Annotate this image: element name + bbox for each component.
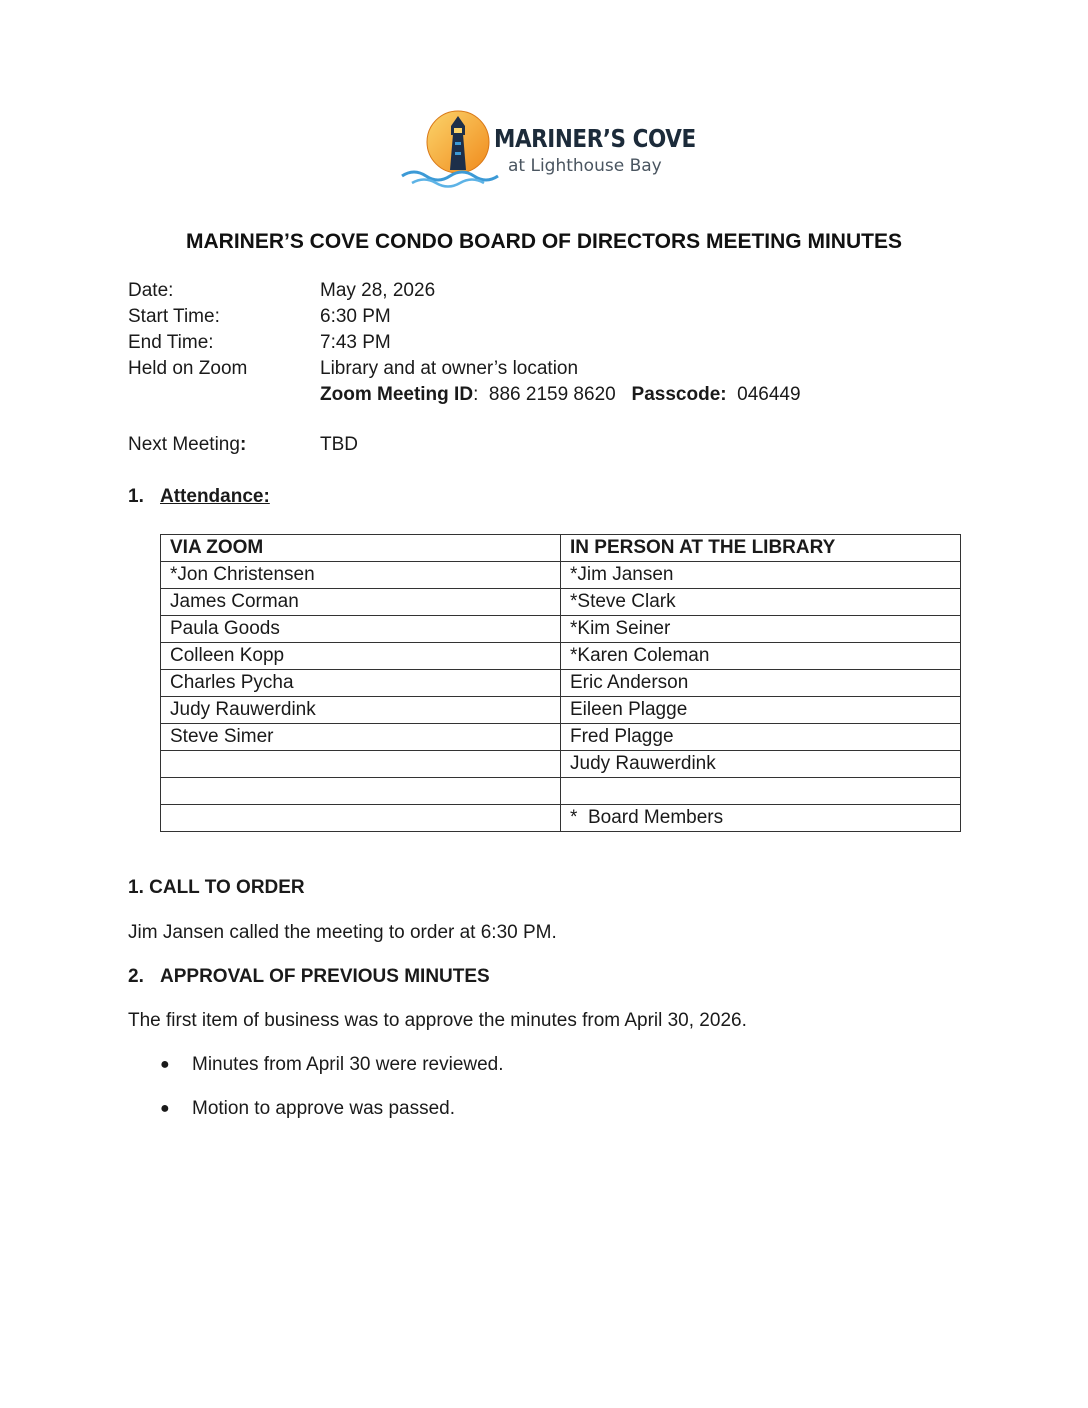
attendance-heading (128, 486, 270, 508)
table-cell: Eric Anderson (561, 670, 961, 697)
lighthouse-icon (400, 104, 500, 188)
bullet-icon: ● (160, 1100, 170, 1117)
table-cell (561, 778, 961, 805)
location-row (128, 356, 801, 382)
table-cell: *Jon Christensen (161, 562, 561, 589)
column-header-in-person: IN PERSON AT THE LIBRARY (561, 535, 961, 562)
approval-number: 2. (128, 966, 144, 987)
table-row (161, 778, 961, 805)
table-cell: *Kim Seiner (561, 616, 961, 643)
start-time-value: 6:30 PM (320, 306, 391, 327)
table-cell: Fred Plagge (561, 724, 961, 751)
table-row (161, 643, 961, 670)
passcode-label: Passcode: (631, 384, 727, 405)
approval-heading (128, 966, 490, 988)
table-cell: Steve Simer (161, 724, 561, 751)
date-label: Date: (128, 280, 174, 301)
zoom-id-value: 886 2159 8620 (488, 384, 616, 405)
zoom-details: Zoom Meeting ID: 886 2159 8620 Passcode: 046449 (320, 384, 801, 405)
table-row (161, 589, 961, 616)
board-members-note: * Board Members (561, 805, 961, 832)
list-item-text: Motion to approve was passed. (192, 1098, 455, 1119)
approval-title: APPROVAL OF PREVIOUS MINUTES (160, 966, 490, 987)
next-meeting-label: Next Meeting: (128, 434, 247, 455)
bullet-icon: ● (160, 1056, 170, 1073)
passcode-value: 046449 (737, 384, 801, 405)
location-value: Library and at owner’s location (320, 358, 579, 379)
table-row (161, 724, 961, 751)
logo-subtitle: at Lighthouse Bay (508, 156, 662, 176)
table-cell: *Steve Clark (561, 589, 961, 616)
table-row (161, 562, 961, 589)
table-row (161, 697, 961, 724)
mariners-cove-logo (400, 104, 696, 188)
table-row (161, 751, 961, 778)
column-header-via-zoom: VIA ZOOM (161, 535, 561, 562)
table-cell: *Jim Jansen (561, 562, 961, 589)
date-row (128, 278, 801, 304)
table-row (161, 670, 961, 697)
end-time-label: End Time: (128, 332, 214, 353)
meeting-info (128, 278, 801, 408)
date-value: May 28, 2026 (320, 280, 436, 301)
table-cell: Judy Rauwerdink (561, 751, 961, 778)
table-cell: James Corman (161, 589, 561, 616)
table-cell: Charles Pycha (161, 670, 561, 697)
next-meeting-row (128, 434, 358, 456)
list-item-text: Minutes from April 30 were reviewed. (192, 1054, 504, 1075)
table-cell: Judy Rauwerdink (161, 697, 561, 724)
call-to-order-text: Jim Jansen called the meeting to order at 6:30 PM. (128, 922, 557, 943)
table-cell (161, 751, 561, 778)
approval-bullet-list (160, 1054, 504, 1142)
end-time-value: 7:43 PM (320, 332, 391, 353)
approval-text: The first item of business was to approve the minutes from April 30, 2026. (128, 1010, 747, 1031)
start-time-row (128, 304, 801, 330)
table-cell: *Karen Coleman (561, 643, 961, 670)
logo-title: MARINER’S COVE (494, 124, 696, 153)
attendance-table (160, 534, 961, 832)
list-item (160, 1098, 504, 1142)
table-cell: Eileen Plagge (561, 697, 961, 724)
document-title: MARINER’S COVE CONDO BOARD OF DIRECTORS MEETING MINUTES (186, 230, 902, 253)
call-to-order-heading: 1. CALL TO ORDER (128, 877, 305, 898)
table-cell: Colleen Kopp (161, 643, 561, 670)
table-cell (161, 805, 561, 832)
table-cell: Paula Goods (161, 616, 561, 643)
table-row (161, 616, 961, 643)
next-meeting-value: TBD (320, 434, 358, 455)
table-row (161, 805, 961, 832)
start-time-label: Start Time: (128, 306, 220, 327)
table-header-row (161, 535, 961, 562)
zoom-details-row (128, 382, 801, 408)
table-cell (161, 778, 561, 805)
location-label: Held on Zoom (128, 358, 248, 379)
list-item (160, 1054, 504, 1098)
zoom-id-label: Zoom Meeting ID (320, 384, 474, 405)
attendance-title: Attendance: (160, 486, 270, 507)
end-time-row (128, 330, 801, 356)
attendance-number: 1. (128, 486, 144, 507)
